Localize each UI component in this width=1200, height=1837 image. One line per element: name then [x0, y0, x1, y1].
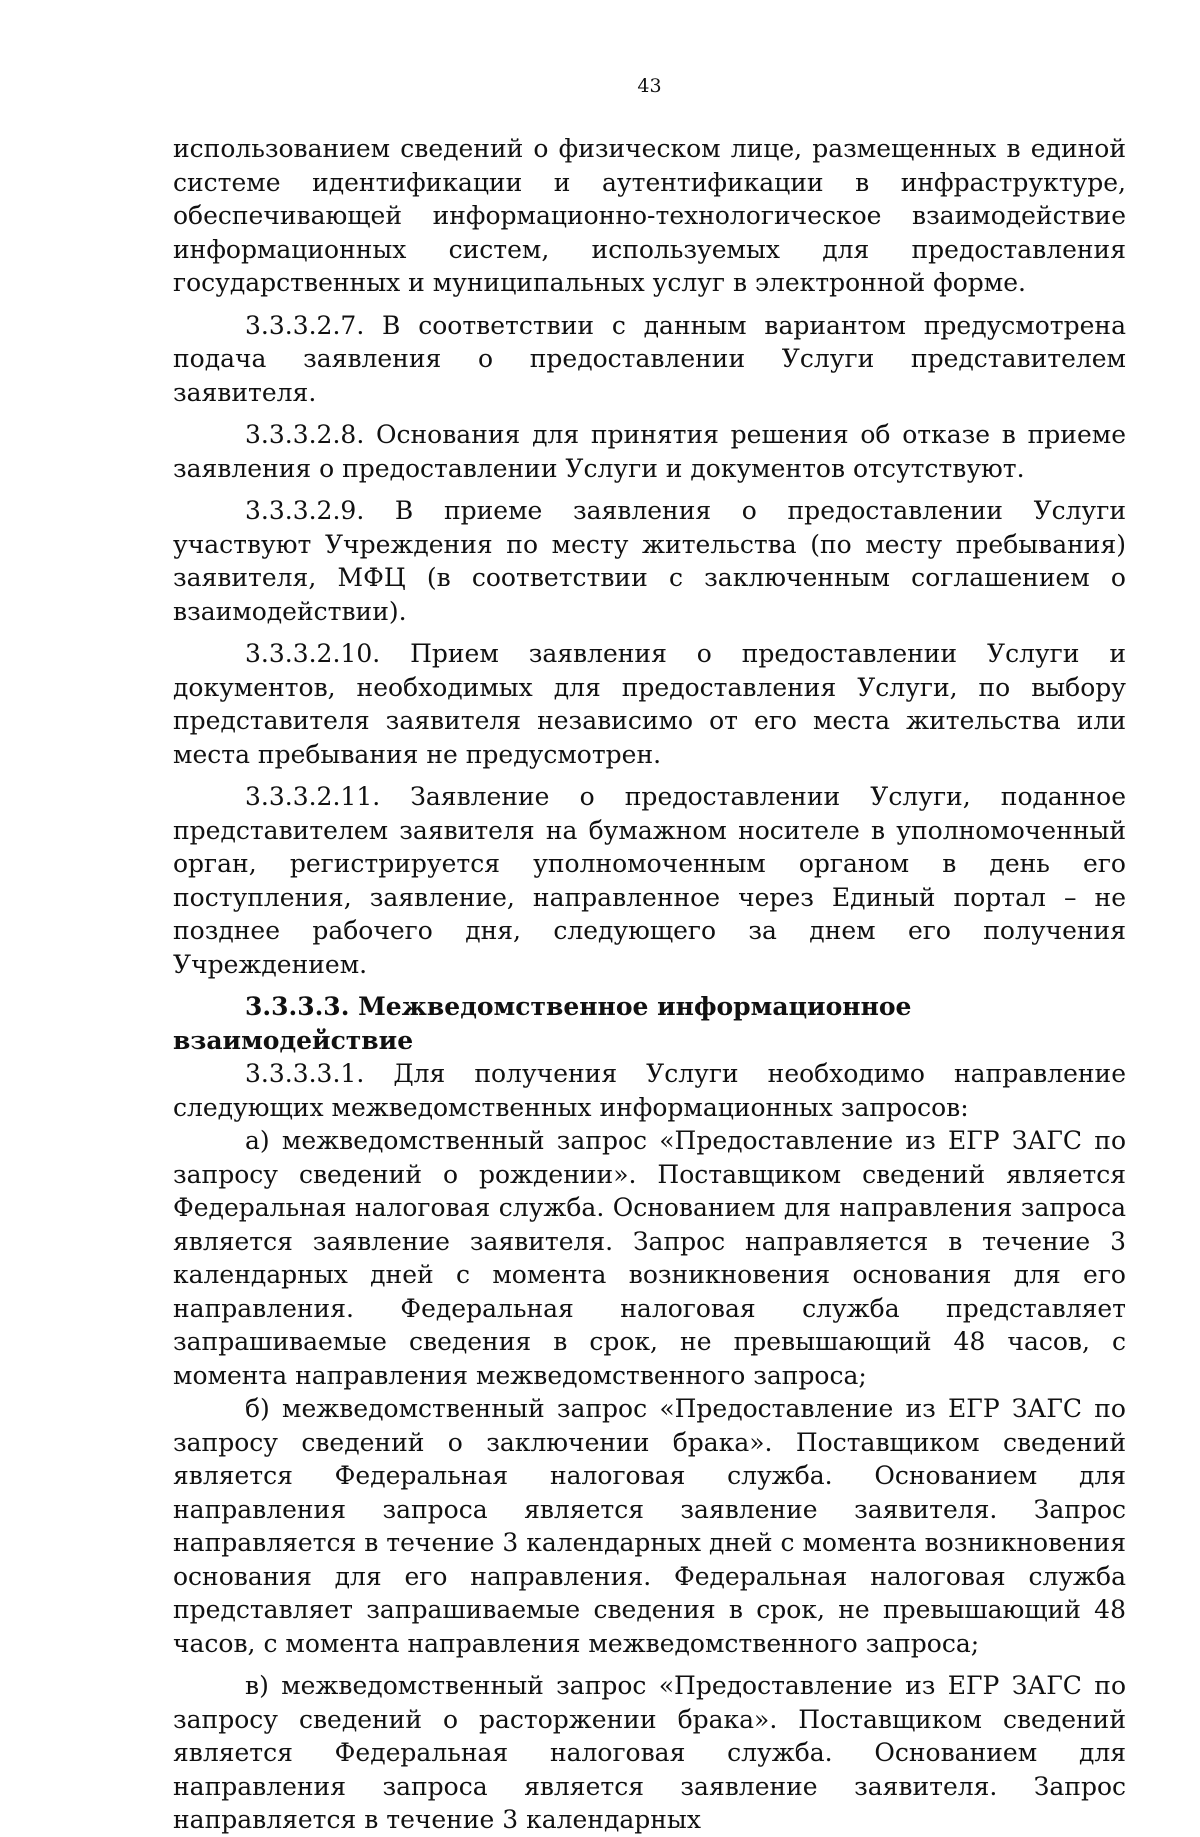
paragraph-3-3-3-2-10: 3.3.3.2.10. Прием заявления о предоставлении Услуги и документов, необходимых для предоставления Услуги, по выбору представителя заявителя независимо от его места жительства или места пребывания не предусмотрен. — [173, 639, 1126, 769]
list-item-b: б) межведомственный запрос «Предоставление из ЕГР ЗАГС по запросу сведений о заключении брака». Поставщиком сведений является Федеральная налоговая служба. Основанием для направления запроса является заявление заявителя. Запрос направляется в течение 3 календарных дней с момента возникновения основания для его направления. Федеральная налоговая служба представляет запрашиваемые сведения в срок, не превышающий 48 часов, с момента направления межведомственного запроса; — [173, 1394, 1126, 1658]
list-item-a: а) межведомственный запрос «Предоставление из ЕГР ЗАГС по запросу сведений о рождении». Поставщиком сведений является Федеральная налоговая служба. Основанием для направления запроса является заявление заявителя. Запрос направляется в течение 3 календарных дней с момента возникновения основания для его направления. Федеральная налоговая служба представляет запрашиваемые сведения в срок, не превышающий 48 часов, с момента направления межведомственного запроса; — [173, 1126, 1126, 1390]
list-item-v: в) межведомственный запрос «Предоставление из ЕГР ЗАГС по запросу сведений о расторжении брака». Поставщиком сведений является Федеральная налоговая служба. Основанием для направления запроса является заявление заявителя. Запрос направляется в течение 3 календарных — [173, 1671, 1126, 1834]
page-number: 43 — [637, 75, 662, 97]
paragraph-3-3-3-2-11: 3.3.3.2.11. Заявление о предоставлении Услуги, поданное представителем заявителя на бумажном носителе в уполномоченный орган, регистрируется уполномоченным органом в день его поступления, заявление, направленное через Единый портал – не позднее рабочего дня, следующего за днем его получения Учреждением. — [173, 782, 1126, 979]
lead-paragraph: использованием сведений о физическом лице, размещенных в единой системе идентификации и аутентификации в инфраструктуре, обеспечивающей информационно-технологическое взаимодействие информационных систем, используемых для предоставления государственных и муниципальных услуг в электронной форме. — [173, 134, 1126, 297]
paragraph-3-3-3-2-9: 3.3.3.2.9. В приеме заявления о предоставлении Услуги участвуют Учреждения по месту жительства (по месту пребывания) заявителя, МФЦ (в соответствии с заключенным соглашением о взаимодействии). — [173, 496, 1126, 626]
section-intro-paragraph: 3.3.3.3.1. Для получения Услуги необходимо направление следующих межведомственных информационных запросов: — [173, 1059, 1126, 1122]
section-heading: 3.3.3.3. Межведомственное информационное взаимодействие — [173, 992, 912, 1055]
paragraph-3-3-3-2-7: 3.3.3.2.7. В соответствии с данным вариантом предусмотрена подача заявления о предоставлении Услуги представителем заявителя. — [173, 310, 1126, 407]
document-body — [173, 132, 1126, 1837]
paragraph-3-3-3-2-8: 3.3.3.2.8. Основания для принятия решения об отказе в приеме заявления о предоставлении Услуги и документов отсутствуют. — [173, 420, 1126, 483]
